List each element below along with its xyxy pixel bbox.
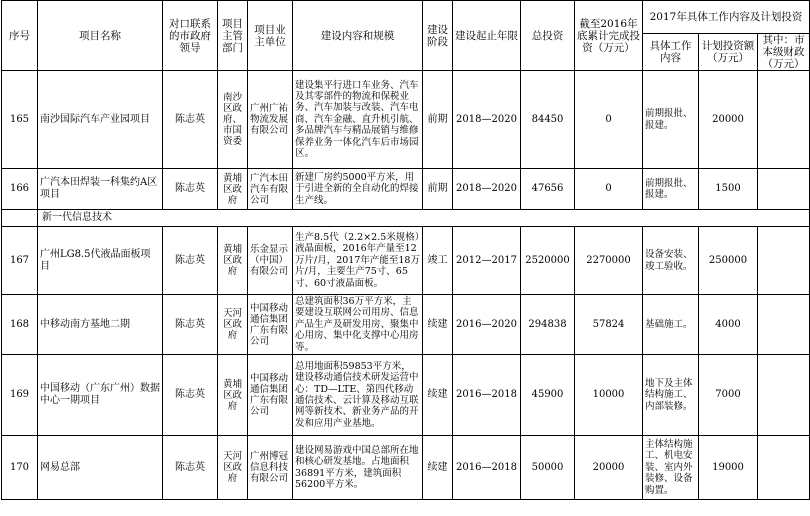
header-plan-invest: 计划投资额（万元）: [699, 34, 758, 71]
cell-cumulative: 0: [575, 71, 643, 169]
header-dept: 项目主管部门: [218, 1, 248, 71]
section-title: 新一代信息技术: [38, 210, 810, 227]
cell-owner: 广汽本田汽车有限公司: [248, 169, 293, 210]
cell-stage: 续建: [423, 355, 453, 436]
header-cumulative: 截至2016年底累计完成投资（万元）: [575, 1, 643, 71]
cell-name: 南沙国际汽车产业园项目: [38, 71, 163, 169]
cell-content: 生产8.5代（2.2×2.5米规格）液晶面板，2016年产量至12万片/月，2017年产能至18万片/月，主要生产75寸、65寸、60寸液晶面板。: [293, 227, 423, 295]
cell-owner: 乐金显示（中国）有限公司: [248, 227, 293, 295]
cell-leader: 陈志英: [163, 169, 218, 210]
cell-seq: 168: [2, 295, 38, 355]
cell-total: 47656: [521, 169, 575, 210]
cell-leader: 陈志英: [163, 71, 218, 169]
cell-years: 2018—2020: [453, 71, 521, 169]
cell-work: 前期报批、报建。: [643, 71, 699, 169]
table-row: [2, 227, 810, 295]
header-work: 具体工作内容: [643, 34, 699, 71]
cell-cumulative: 0: [575, 169, 643, 210]
cell-years: 2016—2018: [453, 355, 521, 436]
cell-stage: 前期: [423, 169, 453, 210]
cell-cumulative: 2270000: [575, 227, 643, 295]
cell-dept: 南沙区政府、市国资委: [218, 71, 248, 169]
cell-plan-invest: 1500: [699, 169, 758, 210]
header-stage: 建设阶段: [423, 1, 453, 71]
cell-seq: 165: [2, 71, 38, 169]
table-row: [2, 355, 810, 436]
cell-plan-invest: 20000: [699, 71, 758, 169]
header-city-fund: 其中：市本级财政（万元）: [758, 34, 810, 71]
table-row: [2, 169, 810, 210]
cell-seq: 170: [2, 436, 38, 500]
cell-work: 基础施工。: [643, 295, 699, 355]
cell-dept: 天河区政府: [218, 295, 248, 355]
cell-city-fund: [758, 169, 810, 210]
cell-name: 广汽本田焊装一科集约A区项目: [38, 169, 163, 210]
cell-seq: 166: [2, 169, 38, 210]
cell-plan-invest: 19000: [699, 436, 758, 500]
cell-seq: 167: [2, 227, 38, 295]
cell-stage: 竣工: [423, 227, 453, 295]
cell-leader: 陈志英: [163, 295, 218, 355]
cell-cumulative: 10000: [575, 355, 643, 436]
projects-table: [1, 0, 810, 500]
cell-stage: 续建: [423, 436, 453, 500]
header-seq: 序号: [2, 1, 38, 71]
header-total: 总投资: [521, 1, 575, 71]
cell-content: 建设网易游戏中国总部所在地和核心研发基地。占地面积36891平方米，建筑面积56200平方米。: [293, 436, 423, 500]
cell-owner: 中国移动通信集团广东有限公司: [248, 355, 293, 436]
cell-plan-invest: 250000: [699, 227, 758, 295]
cell-name: 中移动南方基地二期: [38, 295, 163, 355]
cell-years: 2012—2017: [453, 227, 521, 295]
header-owner: 项目业主单位: [248, 1, 293, 71]
header-name: 项目名称: [38, 1, 163, 71]
section-row: [2, 210, 810, 227]
cell-dept: 天河区政府: [218, 436, 248, 500]
cell-dept: 黄埔区政府: [218, 355, 248, 436]
cell-dept: 黄埔区政府: [218, 169, 248, 210]
cell-plan-invest: 4000: [699, 295, 758, 355]
cell-city-fund: [758, 355, 810, 436]
cell-years: 2018—2020: [453, 169, 521, 210]
cell-leader: 陈志英: [163, 227, 218, 295]
cell-stage: 前期: [423, 71, 453, 169]
cell-total: 84450: [521, 71, 575, 169]
cell-years: 2016—2020: [453, 295, 521, 355]
cell-content: 总建筑面积36万平方米，主要建设互联网公司用房、信息产品生产及研发用房、聚集中心用房、集中化支撑中心用房等。: [293, 295, 423, 355]
cell-owner: 广州广祐物流发展有限公司: [248, 71, 293, 169]
cell-city-fund: [758, 227, 810, 295]
cell-name: 中国移动（广东广州）数据中心一期项目: [38, 355, 163, 436]
cell-work: 地下及主体结构施工、内部装修。: [643, 355, 699, 436]
cell-leader: 陈志英: [163, 355, 218, 436]
cell-city-fund: [758, 436, 810, 500]
header-plan2017: 2017年具体工作内容及计划投资: [643, 1, 810, 34]
cell-name: 广州LG8.5代液晶面板项目: [38, 227, 163, 295]
table-row: [2, 295, 810, 355]
cell-total: 2520000: [521, 227, 575, 295]
cell-city-fund: [758, 71, 810, 169]
cell-total: 294838: [521, 295, 575, 355]
cell-city-fund: [758, 295, 810, 355]
cell-total: 45900: [521, 355, 575, 436]
cell-years: 2016—2018: [453, 436, 521, 500]
table-row: [2, 436, 810, 500]
cell-owner: 广州博冠信息科技有限公司: [248, 436, 293, 500]
cell-seq: 169: [2, 355, 38, 436]
cell-cumulative: 57824: [575, 295, 643, 355]
cell-work: 主体结构施工、机电安装、室内外装修、设备购置。: [643, 436, 699, 500]
cell-work: 设备安装、竣工验收。: [643, 227, 699, 295]
cell-stage: 续建: [423, 295, 453, 355]
cell-dept: 黄埔区政府: [218, 227, 248, 295]
cell-work: 前期报批、报建。: [643, 169, 699, 210]
header-leader: 对口联系的市政府领导: [163, 1, 218, 71]
header-content: 建设内容和规模: [293, 1, 423, 71]
cell-plan-invest: 7000: [699, 355, 758, 436]
cell-content: 新建厂房约5000平方米，用于引进全新的全自动化的焊接生产线。: [293, 169, 423, 210]
header-years: 建设起止年限: [453, 1, 521, 71]
cell-content: 总用地面积59853平方米，建设移动通信技术研发运营中心：TD—LTE、第四代移动通信技术、云计算及移动互联网等新技术、新业务产品的开发和应用产业基地。: [293, 355, 423, 436]
table-row: [2, 71, 810, 169]
cell-owner: 中国移动通信集团广东有限公司: [248, 295, 293, 355]
cell-name: 网易总部: [38, 436, 163, 500]
cell-cumulative: 20000: [575, 436, 643, 500]
cell-content: 建设集平行进口车业务、汽车及其零部件的物流和保税业务、汽车加装与改装、汽车电商、汽车金融、直升机引航、多品牌汽车与精品展销与维修保养业务一体化汽车后市场园区。: [293, 71, 423, 169]
cell-total: 50000: [521, 436, 575, 500]
cell-leader: 陈志英: [163, 436, 218, 500]
